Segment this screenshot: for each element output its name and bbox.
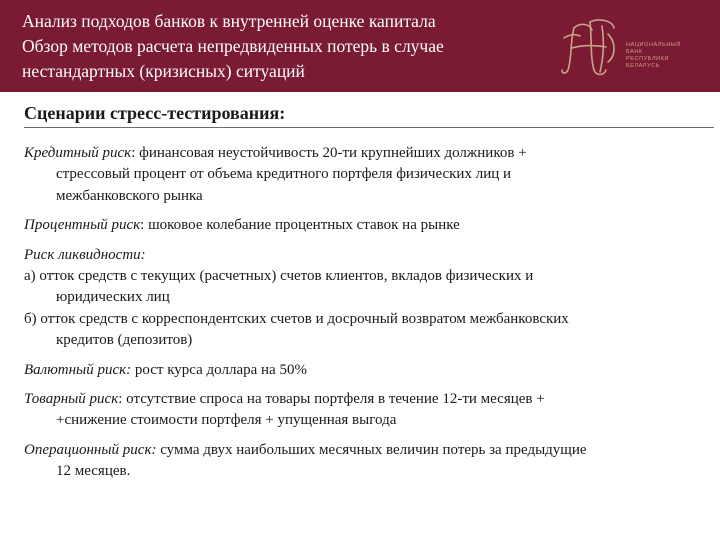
scenario-text: сумма двух наибольших месячных величин потерь за предыдущие bbox=[156, 441, 587, 458]
logo-text-line: РЕСПУБЛИКИ bbox=[626, 56, 670, 62]
logo-text-line: БЕЛАРУСЬ bbox=[626, 63, 660, 69]
header-banner bbox=[0, 0, 720, 92]
risk-name: Валютный риск: bbox=[24, 361, 132, 378]
section-title: Сценарии стресс-тестирования: bbox=[24, 103, 286, 123]
risk-name: Процентный риск bbox=[24, 217, 141, 234]
scenario-line bbox=[24, 389, 714, 410]
scenario-line bbox=[24, 215, 714, 236]
risk-name: Риск ликвидности: bbox=[24, 246, 146, 263]
scenario-line: юридических лиц bbox=[56, 289, 170, 306]
national-bank-logo bbox=[560, 12, 710, 82]
scenario-line bbox=[24, 245, 714, 266]
scenario-list bbox=[24, 143, 714, 483]
main-content bbox=[24, 101, 714, 491]
scenario-liquidity-risk bbox=[24, 245, 714, 352]
scenario-operational-risk bbox=[24, 440, 714, 483]
slide-title bbox=[22, 9, 522, 84]
logo-text-line: БАНК bbox=[626, 49, 643, 55]
logo-text-line: НАЦИОНАЛЬНЫЙ bbox=[626, 42, 681, 48]
title-line: Анализ подходов банков к внутренней оценке капитала bbox=[22, 11, 436, 31]
scenario-line: б) отток средств с корреспондентских счетов и досрочный возвратом межбанковских bbox=[24, 310, 569, 327]
scenario-line: +снижение стоимости портфеля + упущенная выгода bbox=[56, 412, 397, 429]
scenario-line: 12 месяцев. bbox=[56, 463, 131, 480]
scenario-line: а) отток средств с текущих (расчетных) счетов клиентов, вкладов физических и bbox=[24, 268, 534, 285]
scenario-text: : шоковое колебание процентных ставок на рынке bbox=[140, 217, 460, 234]
scenario-line bbox=[24, 440, 714, 461]
scenario-commodity-risk bbox=[24, 389, 714, 432]
logo-wordmark bbox=[626, 42, 706, 70]
scenario-line: стрессовый процент от объема кредитного портфеля физических лиц и bbox=[56, 166, 512, 183]
scenario-text: : финансовая неустойчивость 20-ти крупнейших должников + bbox=[131, 145, 527, 161]
scenario-line: кредитов (депозитов) bbox=[56, 332, 193, 349]
risk-name: Операционный риск: bbox=[24, 441, 157, 458]
title-line: нестандартных (кризисных) ситуаций bbox=[22, 61, 305, 81]
scenario-text: рост курса доллара на 50% bbox=[131, 361, 307, 378]
risk-name: Кредитный риск bbox=[24, 145, 132, 161]
scenario-text: : отсутствие спроса на товары портфеля в течение 12-ти месяцев + bbox=[118, 391, 545, 408]
title-line: Обзор методов расчета непредвиденных потерь в случае bbox=[22, 36, 444, 56]
nb-monogram-icon bbox=[560, 12, 624, 82]
scenario-line bbox=[24, 143, 714, 164]
scenario-line bbox=[24, 360, 714, 381]
scenario-interest-risk bbox=[24, 215, 714, 236]
scenario-credit-risk bbox=[24, 143, 714, 207]
risk-name: Товарный риск bbox=[24, 391, 119, 408]
scenario-line: межбанковского рынка bbox=[56, 187, 203, 204]
scenario-currency-risk bbox=[24, 360, 714, 381]
